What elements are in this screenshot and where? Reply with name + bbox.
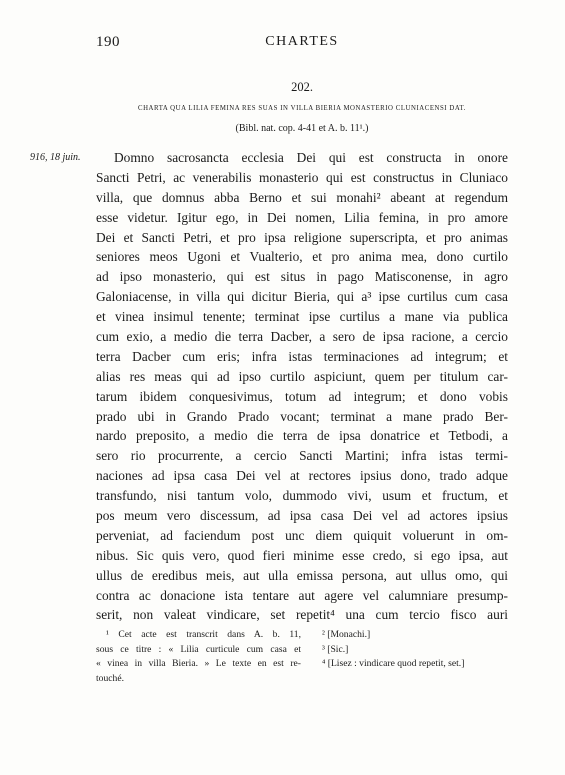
body-text-line: esse videtur. Igitur ego, in Dei nomen, Lilia femina, in pro amore <box>96 209 508 225</box>
body-text-line: naciones ad ipsa casa Dei vel at rectores ipsius dono, trado adque <box>96 468 508 484</box>
body-text-line: Dei et Sancti Petri, et pro ipsa religione superscripta, et pro animas <box>96 229 508 245</box>
page-number: 190 <box>96 34 120 50</box>
charter-number: 202. <box>291 80 313 94</box>
body-text-line: cum exio, a medio die terra Dacber, a sero de ipsa racione, a cercio <box>96 329 508 345</box>
footnote-line: ³ [Sic.] <box>322 643 349 655</box>
body-text-line: sero rio procurrente, a cercio Sancti Martini; infra istas termi- <box>96 448 508 464</box>
body-text-line: villa, que domnus abba Berno et sui monahi² abeant at regendum <box>96 189 508 205</box>
footnote-line: ¹ Cet acte est transcrit dans A. b. 11, <box>106 629 301 640</box>
body-text-line: contra ac donacione ista tentare aut agere vel calumniare presump- <box>96 587 508 603</box>
source-reference: (Bibl. nat. cop. 4-41 et A. b. 11¹.) <box>235 123 369 134</box>
body-text-line: pos meum vero discessum, ad ipsa casa Dei vel ad actores ipsius <box>96 508 508 524</box>
footnote-column-right <box>322 628 512 672</box>
body-text-line: serit, non valeat vindicare, set repetit⁴ una cum tercio fisco auri <box>96 607 508 623</box>
body-text-line: ad ipso monasterio, qui est situs in pago Matisconense, in agro <box>96 269 508 285</box>
body-text-line: alias res meas qui ad ipso curtilo aspiciunt, quem per titulum car- <box>96 368 508 384</box>
footnote-column-left <box>96 628 301 686</box>
body-text-line: terra Dacber cum eris; infra istas terminaciones ad integrum; et <box>96 348 508 364</box>
footnote-line: touché. <box>96 672 124 684</box>
body-text-line: et vinea insimul tenente; terminat ipse curtilus a mane via publica <box>96 309 508 325</box>
footnote-line: sous ce titre : « Lilia curticule cum casa et <box>96 643 301 655</box>
footnote-line: ⁴ [Lisez : vindicare quod repetit, set.] <box>322 658 465 669</box>
body-text-line: nibus. Sic quis vero, quod fieri minime esse credo, si ego ipsa, aut <box>96 547 508 563</box>
charter-title: CHARTA QUA LILIA FEMINA RES SUAS IN VILLA BIERIA MONASTERIO CLUNIACENSI DAT. <box>138 105 466 112</box>
running-title: CHARTES <box>265 34 339 49</box>
footnote-line: ² [Monachi.] <box>322 629 371 640</box>
body-text-line: Galoniacense, in villa qui dicitur Bieria, qui a³ ipse curtilus cum casa <box>96 289 508 305</box>
body-text-line: nardo preposito, a medio die terra de ipsa donatrice et Tetbodi, a <box>96 428 508 444</box>
body-text-line: prado ubi in Grando Prado vocant; terminat a mane prado Ber- <box>96 408 508 424</box>
footnote-line: « vinea in villa Bieria. » Le texte en est re- <box>96 658 301 669</box>
body-text-line: Domno sacrosancta ecclesia Dei qui est constructa in onore <box>114 150 508 165</box>
body-text-line: ullus de eredibus meis, aut ulla emissa persona, aut ullus omo, qui <box>96 567 508 583</box>
body-text-line: seniores meos Ugoni et Vualterio, et pro anima mea, dono curtilo <box>96 249 508 265</box>
page-header <box>96 34 508 52</box>
margin-date: 916, 18 juin. <box>30 152 81 163</box>
body-text-line: tarum ibidem conquesivimus, totum ad integrum; et dono vobis <box>96 388 508 404</box>
body-text-line: perveniat, ad faciendum post unc diem quiquit voluerunt in om- <box>96 527 508 543</box>
body-text-line: transfundo, nisi tantum volo, dummodo vivi, usum et fructum, et <box>96 488 508 504</box>
body-text-line: Sancti Petri, ac venerabilis monasterio qui est constructus in Cluniaco <box>96 169 508 185</box>
charter-body-text <box>96 148 508 625</box>
